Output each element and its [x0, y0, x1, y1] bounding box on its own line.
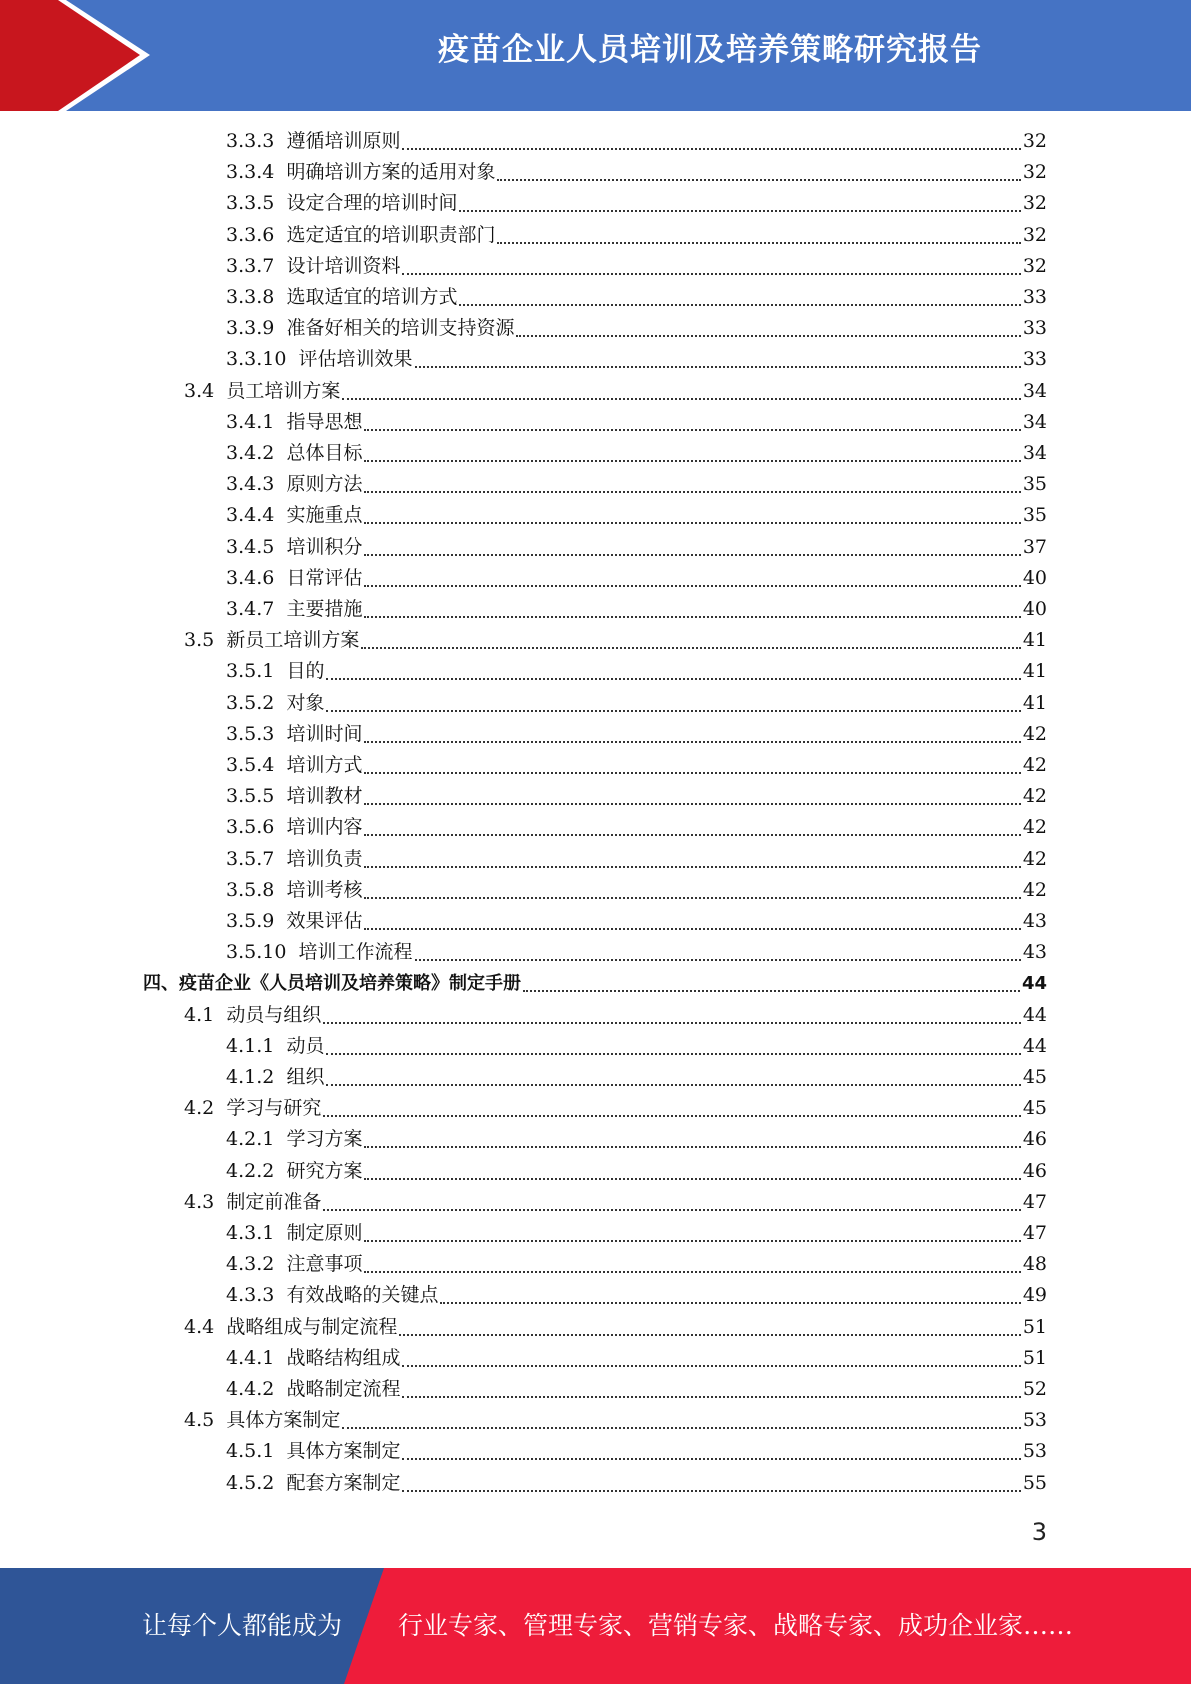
toc-entry-page: 51 — [1022, 1315, 1047, 1338]
toc-entry-title: 明确培训方案的适用对象 — [286, 161, 496, 184]
toc-dot-leader — [459, 296, 1020, 306]
toc-entry-page: 47 — [1022, 1190, 1047, 1213]
toc-entry[interactable] — [226, 282, 1047, 313]
toc-entry-number: 3.3.5 — [226, 192, 275, 215]
toc-entry-number: 3.3.4 — [226, 161, 275, 184]
toc-entry-title: 评估培训效果 — [298, 348, 413, 371]
footer-slogan-left: 让每个人都能成为 — [142, 1611, 343, 1640]
toc-entry-page: 47 — [1022, 1222, 1047, 1244]
toc-dot-leader — [342, 1419, 1020, 1429]
toc-entry-number: 3.3.8 — [226, 286, 275, 308]
toc-dot-leader — [364, 1263, 1020, 1273]
toc-entry-gap — [214, 1093, 226, 1124]
toc-entry-page: 53 — [1022, 1409, 1047, 1432]
toc-entry-gap — [274, 688, 286, 719]
toc-entry-gap — [274, 656, 286, 687]
toc-entry-page: 44 — [1022, 1003, 1047, 1026]
toc-entry-title: 实施重点 — [286, 504, 363, 527]
toc-entry-number: 4.1.2 — [226, 1066, 275, 1088]
toc-entry-number: 4.1.1 — [226, 1034, 275, 1057]
toc-entry-number: 4.5.2 — [226, 1471, 275, 1494]
toc-entry[interactable] — [184, 1312, 1047, 1343]
toc-entry-page: 34 — [1022, 379, 1047, 402]
toc-entry-page: 33 — [1022, 317, 1047, 340]
toc-entry-number: 3.4.1 — [226, 410, 275, 433]
toc-entry-title: 设计培训资料 — [286, 254, 401, 277]
toc-dot-leader — [364, 608, 1020, 618]
toc-entry-page: 42 — [1022, 754, 1047, 776]
toc-entry-gap — [214, 376, 226, 407]
toc-dot-leader — [342, 390, 1020, 400]
toc-entry-number: 3.5.2 — [226, 691, 275, 714]
toc-entry-page: 40 — [1022, 566, 1047, 589]
toc-entry-gap — [274, 1374, 286, 1405]
toc-entry[interactable] — [226, 1156, 1047, 1187]
toc-entry-number: 3.5.3 — [226, 722, 275, 745]
toc-entry-gap — [274, 1156, 286, 1187]
toc-entry-gap — [274, 875, 286, 906]
toc-dot-leader — [516, 327, 1020, 337]
toc-entry-title: 培训工作流程 — [298, 941, 413, 964]
toc-entry-title: 对象 — [286, 691, 325, 714]
toc-entry-gap — [274, 1249, 286, 1280]
toc-entry-title: 四、疫苗企业《人员培训及培养策略》制定手册 — [143, 973, 521, 995]
toc-entry-number: 3.3.3 — [226, 130, 275, 152]
report-title: 疫苗企业人员培训及培养策略研究报告 — [438, 32, 982, 68]
toc-entry[interactable] — [226, 812, 1047, 843]
toc-dot-leader — [364, 826, 1020, 836]
toc-entry-title: 研究方案 — [286, 1159, 363, 1182]
toc-entry-number: 3.5.1 — [226, 660, 275, 683]
toc-entry-title: 培训方式 — [286, 754, 363, 776]
toc-entry[interactable] — [226, 781, 1047, 812]
toc-entry-title: 制定前准备 — [226, 1190, 322, 1213]
toc-entry-number: 4.1 — [184, 1003, 215, 1026]
toc-entry[interactable] — [226, 906, 1047, 937]
toc-entry-number: 3.4.5 — [226, 535, 275, 558]
toc-entry-number: 3.5.5 — [226, 785, 275, 808]
toc-entry-page: 45 — [1022, 1066, 1047, 1088]
toc-entry-number: 3.3.9 — [226, 317, 275, 340]
toc-entry[interactable] — [226, 719, 1047, 750]
toc-entry-gap — [274, 906, 286, 937]
toc-dot-leader — [364, 577, 1020, 587]
toc-entry-title: 选取适宜的培训方式 — [286, 286, 458, 308]
toc-entry-gap — [274, 1124, 286, 1155]
toc-dot-leader — [364, 733, 1020, 743]
toc-entry[interactable] — [226, 688, 1047, 719]
toc-entry-page: 53 — [1022, 1440, 1047, 1463]
toc-entry-gap — [274, 469, 286, 500]
toc-entry-number: 3.5.7 — [226, 847, 275, 870]
toc-dot-leader — [326, 1076, 1020, 1086]
toc-entry-gap — [274, 157, 286, 188]
toc-entry-number: 3.5.6 — [226, 816, 275, 839]
toc-entry-gap — [274, 1280, 286, 1311]
toc-entry[interactable] — [226, 469, 1047, 500]
toc-entry-page: 37 — [1022, 535, 1047, 558]
toc-entry-page: 43 — [1022, 941, 1047, 964]
toc-entry[interactable] — [184, 1000, 1047, 1031]
toc-entry-number: 3.3.6 — [226, 223, 275, 246]
toc-dot-leader — [497, 171, 1020, 181]
toc-entry[interactable] — [226, 532, 1047, 563]
toc-entry-page: 35 — [1022, 473, 1047, 496]
toc-entry[interactable] — [226, 750, 1047, 781]
toc-entry-number: 4.2 — [184, 1097, 215, 1120]
toc-dot-leader — [415, 358, 1021, 368]
toc-entry-page: 32 — [1022, 130, 1047, 152]
toc-dot-leader — [364, 1170, 1020, 1180]
toc-entry-number: 3.4.3 — [226, 473, 275, 496]
toc-entry[interactable] — [226, 1124, 1047, 1155]
toc-entry-page: 49 — [1022, 1284, 1047, 1307]
toc-dot-leader — [364, 889, 1020, 899]
toc-entry-title: 配套方案制定 — [286, 1471, 401, 1494]
toc-entry-number: 3.4.6 — [226, 566, 275, 589]
toc-entry[interactable] — [226, 656, 1047, 687]
toc-entry-page: 41 — [1022, 691, 1047, 714]
toc-entry-page: 40 — [1022, 598, 1047, 620]
toc-entry-title: 效果评估 — [286, 910, 363, 932]
toc-entry[interactable] — [184, 376, 1047, 407]
toc-entry-page: 46 — [1022, 1159, 1047, 1182]
toc-entry-page: 46 — [1022, 1128, 1047, 1151]
toc-entry-number: 3.3.10 — [226, 348, 287, 371]
toc-entry-gap — [274, 563, 286, 594]
toc-entry[interactable] — [226, 1436, 1047, 1467]
toc-entry-title: 战略制定流程 — [286, 1378, 401, 1400]
toc-dot-leader — [440, 1294, 1020, 1304]
toc-entry-title: 遵循培训原则 — [286, 130, 401, 152]
toc-entry-title: 具体方案制定 — [286, 1440, 401, 1463]
toc-dot-leader — [364, 795, 1020, 805]
toc-entry-title: 培训时间 — [286, 722, 363, 745]
toc-dot-leader — [402, 1482, 1020, 1492]
toc-entry-title: 学习方案 — [286, 1128, 363, 1151]
toc-dot-leader — [415, 951, 1021, 961]
toc-entry-gap — [286, 344, 298, 375]
toc-entry-title: 注意事项 — [286, 1253, 363, 1276]
toc-entry-gap — [274, 500, 286, 531]
toc-dot-leader — [323, 1014, 1020, 1024]
page-number: 3 — [1031, 1518, 1047, 1546]
toc-entry-gap — [274, 126, 286, 157]
toc-dot-leader — [326, 670, 1020, 680]
toc-entry-gap — [274, 719, 286, 750]
toc-entry-page: 44 — [1022, 1034, 1047, 1057]
toc-entry-gap — [274, 188, 286, 219]
toc-entry-title: 战略组成与制定流程 — [226, 1315, 398, 1338]
toc-entry-page: 43 — [1022, 910, 1047, 932]
toc-entry-page: 32 — [1022, 254, 1047, 277]
toc-dot-leader — [402, 1450, 1020, 1460]
toc-entry-gap — [274, 532, 286, 563]
toc-entry-number: 3.4.4 — [226, 504, 275, 527]
toc-entry[interactable] — [226, 1374, 1047, 1405]
toc-entry-page: 42 — [1022, 847, 1047, 870]
toc-entry-number: 4.3.1 — [226, 1222, 275, 1244]
toc-dot-leader — [364, 858, 1020, 868]
toc-dot-leader — [364, 546, 1020, 556]
toc-entry-gap — [274, 220, 286, 251]
toc-entry[interactable] — [226, 1280, 1047, 1311]
toc-entry-title: 原则方法 — [286, 473, 363, 496]
toc-entry-title: 学习与研究 — [226, 1097, 322, 1120]
toc-entry-gap — [274, 781, 286, 812]
toc-entry[interactable] — [226, 126, 1047, 157]
toc-entry-page: 52 — [1022, 1378, 1047, 1400]
toc-dot-leader — [323, 1201, 1020, 1211]
toc-entry-title: 培训考核 — [286, 878, 363, 901]
toc-dot-leader — [364, 764, 1020, 774]
toc-entry[interactable] — [226, 1343, 1047, 1374]
toc-entry-page: 42 — [1022, 878, 1047, 901]
toc-entry[interactable] — [226, 1218, 1047, 1249]
toc-entry-title: 战略结构组成 — [286, 1346, 401, 1369]
toc-entry-gap — [214, 1000, 226, 1031]
toc-entry-gap — [274, 594, 286, 625]
toc-entry-number: 4.2.1 — [226, 1128, 275, 1151]
toc-entry-title: 培训负责 — [286, 847, 363, 870]
toc-entry-page: 35 — [1022, 504, 1047, 527]
toc-entry-page: 42 — [1022, 722, 1047, 745]
toc-entry[interactable] — [226, 563, 1047, 594]
toc-entry[interactable] — [184, 1093, 1047, 1124]
toc-entry-gap — [274, 282, 286, 313]
toc-entry-title: 员工培训方案 — [226, 379, 341, 402]
toc-entry[interactable] — [226, 188, 1047, 219]
toc-dot-leader — [364, 1232, 1020, 1242]
toc-entry-title: 动员 — [286, 1034, 325, 1057]
toc-entry[interactable] — [226, 313, 1047, 344]
toc-entry-number: 4.3 — [184, 1190, 215, 1213]
toc-dot-leader — [523, 982, 1020, 992]
toc-dot-leader — [497, 234, 1020, 244]
toc-entry-gap — [274, 1062, 286, 1093]
toc-entry-number: 3.5 — [184, 629, 215, 652]
toc-entry-title: 设定合理的培训时间 — [286, 192, 458, 215]
toc-entry[interactable] — [143, 968, 1047, 999]
toc-entry[interactable] — [226, 1031, 1047, 1062]
toc-entry-page: 32 — [1022, 223, 1047, 246]
toc-dot-leader — [364, 421, 1020, 431]
toc-dot-leader — [326, 1045, 1020, 1055]
toc-entry[interactable] — [226, 344, 1047, 375]
toc-entry[interactable] — [226, 220, 1047, 251]
toc-entry[interactable] — [226, 844, 1047, 875]
toc-entry-gap — [274, 251, 286, 282]
toc-entry-gap — [214, 1312, 226, 1343]
toc-entry-title: 总体目标 — [286, 442, 363, 464]
toc-entry-page: 41 — [1022, 660, 1047, 683]
toc-entry-title: 培训教材 — [286, 785, 363, 808]
toc-entry-gap — [274, 1031, 286, 1062]
toc-entry[interactable] — [226, 1062, 1047, 1093]
toc-entry-title: 指导思想 — [286, 410, 363, 433]
toc-entry-title: 组织 — [286, 1066, 325, 1088]
toc-entry-title: 具体方案制定 — [226, 1409, 341, 1432]
toc-entry-number: 3.5.10 — [226, 941, 287, 964]
toc-entry[interactable] — [184, 1405, 1047, 1436]
toc-entry[interactable] — [226, 594, 1047, 625]
toc-entry[interactable] — [226, 1468, 1047, 1499]
toc-entry-gap — [274, 1436, 286, 1467]
toc-dot-leader — [364, 452, 1020, 462]
toc-entry-number: 3.4.7 — [226, 598, 275, 620]
toc-entry-title: 培训积分 — [286, 535, 363, 558]
toc-entry-gap — [274, 844, 286, 875]
toc-entry[interactable] — [226, 937, 1047, 968]
toc-entry-number: 4.3.3 — [226, 1284, 275, 1307]
toc-dot-leader — [402, 1388, 1020, 1398]
toc-entry-page: 32 — [1022, 161, 1047, 184]
toc-entry-number: 4.4.1 — [226, 1346, 275, 1369]
footer-slogan-right: 行业专家、管理专家、营销专家、战略专家、成功企业家…… — [398, 1611, 1074, 1640]
toc-entry-gap — [274, 313, 286, 344]
toc-entry-number: 4.2.2 — [226, 1159, 275, 1182]
toc-dot-leader — [323, 1107, 1020, 1117]
toc-entry-title: 制定原则 — [286, 1222, 363, 1244]
toc-entry-number: 4.4.2 — [226, 1378, 275, 1400]
toc-entry-gap — [274, 1343, 286, 1374]
toc-entry-gap — [274, 750, 286, 781]
toc-entry-title: 选定适宜的培训职责部门 — [286, 223, 496, 246]
page-header — [0, 0, 1191, 111]
toc-entry-gap — [286, 937, 298, 968]
toc-entry-page: 48 — [1022, 1253, 1047, 1276]
toc-entry-gap — [214, 625, 226, 656]
toc-entry[interactable] — [226, 875, 1047, 906]
toc-entry-title: 新员工培训方案 — [226, 629, 360, 652]
toc-entry-gap — [214, 1405, 226, 1436]
toc-entry-page: 32 — [1022, 192, 1047, 215]
toc-entry[interactable] — [226, 251, 1047, 282]
toc-entry-title: 有效战略的关键点 — [286, 1284, 439, 1307]
toc-entry-number: 3.5.4 — [226, 754, 275, 776]
toc-entry[interactable] — [226, 438, 1047, 469]
toc-entry[interactable] — [184, 625, 1047, 656]
toc-entry-page: 55 — [1022, 1471, 1047, 1494]
toc-dot-leader — [402, 1357, 1020, 1367]
toc-entry-title: 主要措施 — [286, 598, 363, 620]
toc-entry[interactable] — [226, 407, 1047, 438]
toc-entry[interactable] — [226, 500, 1047, 531]
page-footer — [0, 1568, 1191, 1684]
toc-entry-page: 41 — [1022, 629, 1047, 652]
toc-entry[interactable] — [226, 1249, 1047, 1280]
toc-entry-title: 动员与组织 — [226, 1003, 322, 1026]
toc-entry-page: 45 — [1022, 1097, 1047, 1120]
toc-entry-number: 3.5.9 — [226, 910, 275, 932]
toc-dot-leader — [364, 920, 1020, 930]
toc-dot-leader — [361, 639, 1020, 649]
toc-entry-number: 4.4 — [184, 1315, 215, 1338]
toc-entry-page: 33 — [1022, 348, 1047, 371]
toc-entry-number: 3.4.2 — [226, 442, 275, 464]
toc-entry-page: 42 — [1022, 816, 1047, 839]
toc-dot-leader — [402, 265, 1020, 275]
toc-dot-leader — [326, 702, 1020, 712]
toc-entry-gap — [274, 1218, 286, 1249]
toc-entry-gap — [274, 407, 286, 438]
toc-entry-number: 3.4 — [184, 379, 215, 402]
toc-entry-number: 4.5.1 — [226, 1440, 275, 1463]
toc-entry-number: 3.3.7 — [226, 254, 275, 277]
toc-entry-gap — [274, 438, 286, 469]
toc-dot-leader — [399, 1326, 1020, 1336]
toc-entry-page: 34 — [1022, 442, 1047, 464]
toc-entry-page: 42 — [1022, 785, 1047, 808]
toc-entry-page: 33 — [1022, 286, 1047, 308]
toc-entry[interactable] — [226, 157, 1047, 188]
toc-entry-title: 目的 — [286, 660, 325, 683]
toc-entry-number: 4.3.2 — [226, 1253, 275, 1276]
toc-entry-page: 44 — [1021, 973, 1047, 995]
toc-entry-title: 日常评估 — [286, 566, 363, 589]
toc-dot-leader — [364, 514, 1020, 524]
toc-entry-number: 3.5.8 — [226, 878, 275, 901]
toc-entry[interactable] — [184, 1187, 1047, 1218]
toc-entry-page: 51 — [1022, 1346, 1047, 1369]
toc-entry-number: 4.5 — [184, 1409, 215, 1432]
toc-entry-gap — [214, 1187, 226, 1218]
toc-dot-leader — [459, 202, 1020, 212]
toc-dot-leader — [364, 483, 1020, 493]
toc-entry-title: 准备好相关的培训支持资源 — [286, 317, 515, 340]
toc-entry-title: 培训内容 — [286, 816, 363, 839]
toc-dot-leader — [402, 140, 1020, 150]
toc-entry-gap — [274, 1468, 286, 1499]
toc-dot-leader — [364, 1138, 1020, 1148]
toc-entry-gap — [274, 812, 286, 843]
toc-entry-page: 34 — [1022, 410, 1047, 433]
